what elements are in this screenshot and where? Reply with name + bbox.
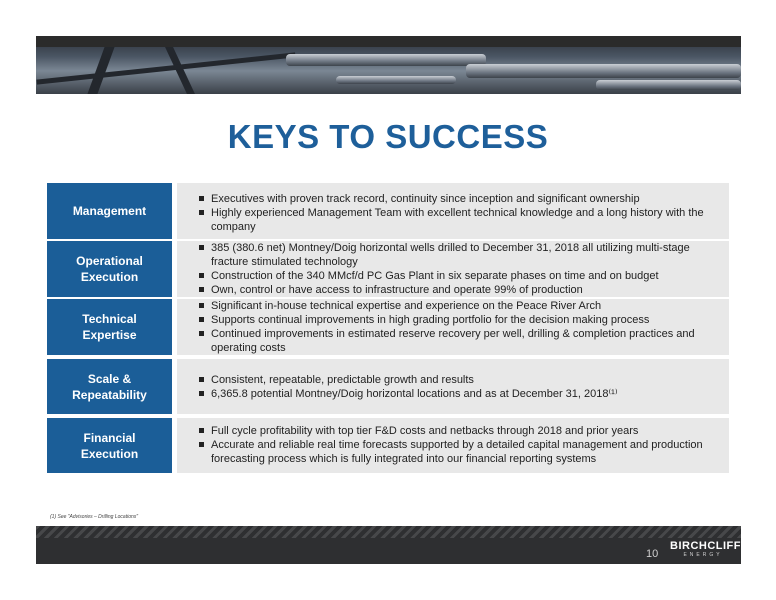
row-content: [177, 299, 729, 355]
banner-beam: [36, 52, 295, 84]
row-label-line: Execution: [80, 270, 139, 284]
row-content: [177, 418, 729, 473]
row-financial-execution: [47, 418, 729, 473]
row-content: [177, 241, 729, 297]
logo-subtitle: ENERGY: [683, 552, 723, 558]
page-title: KEYS TO SUCCESS: [227, 118, 549, 155]
banner-pipe: [596, 80, 741, 90]
bullet: Continued improvements in estimated reserve recovery per well, drilling & completion practices and operating costs: [199, 327, 715, 355]
row-label: [47, 241, 172, 297]
logo-name: BIRCHCLIFF: [670, 540, 741, 552]
row-label: [47, 299, 172, 355]
row-label-line: Financial: [83, 430, 136, 445]
row-label-line: Expertise: [82, 328, 137, 342]
banner-top-strip: [36, 36, 741, 47]
bullet: Consistent, repeatable, predictable growth and results: [199, 373, 715, 387]
row-label-line: Execution: [80, 446, 139, 461]
row-label-line: Technical: [82, 312, 137, 326]
bullet: Accurate and reliable real time forecasts supported by a detailed capital management and production forecasting process which is fully integrated into our financial reporting systems: [199, 438, 715, 466]
row-content: [177, 359, 729, 414]
row-scale-repeatability: [47, 359, 729, 414]
bullet: Supports continual improvements in high grading portfolio for the decision making process: [199, 313, 715, 327]
banner-pipe: [466, 64, 741, 78]
row-content: [177, 183, 729, 239]
company-logo: [670, 540, 741, 558]
bullet: 385 (380.6 net) Montney/Doig horizontal wells drilled to December 31, 2018 all utilizing multi-stage fracture stimulated technology: [199, 241, 715, 269]
banner-pipe: [336, 76, 456, 84]
page-number: 10: [646, 548, 659, 560]
row-management: [47, 183, 729, 239]
row-label: [47, 418, 172, 473]
banner-beam: [87, 47, 114, 94]
bullet: Full cycle profitability with top tier F&D costs and netbacks through 2018 and prior years: [199, 424, 715, 438]
row-label: Management: [47, 183, 172, 239]
footer-bar: [36, 526, 741, 564]
header-banner-image: [36, 36, 741, 94]
bullet: Executives with proven track record, continuity since inception and significant ownership: [199, 192, 715, 206]
bullet: Significant in-house technical expertise and experience on the Peace River Arch: [199, 299, 715, 313]
row-label: [47, 359, 172, 414]
banner-pipe: [286, 54, 486, 66]
row-technical-expertise: [47, 299, 729, 355]
row-label-line: Scale &: [87, 371, 132, 386]
bullet: Highly experienced Management Team with excellent technical knowledge and a long history with the company: [199, 206, 715, 234]
row-operational-execution: [47, 241, 729, 297]
row-label-line: Operational: [76, 254, 143, 268]
row-label-line: Repeatability: [72, 387, 147, 402]
bullet: 6,365.8 potential Montney/Doig horizontal locations and as at December 31, 2018⁽¹⁾: [199, 387, 715, 401]
bullet: Construction of the 340 MMcf/d PC Gas Plant in six separate phases on time and on budget: [199, 269, 715, 283]
bullet: Own, control or have access to infrastructure and operate 99% of production: [199, 283, 715, 297]
footer-pattern: [36, 526, 741, 538]
footnote: (1) See "Advisories – Drilling Locations": [50, 514, 139, 520]
